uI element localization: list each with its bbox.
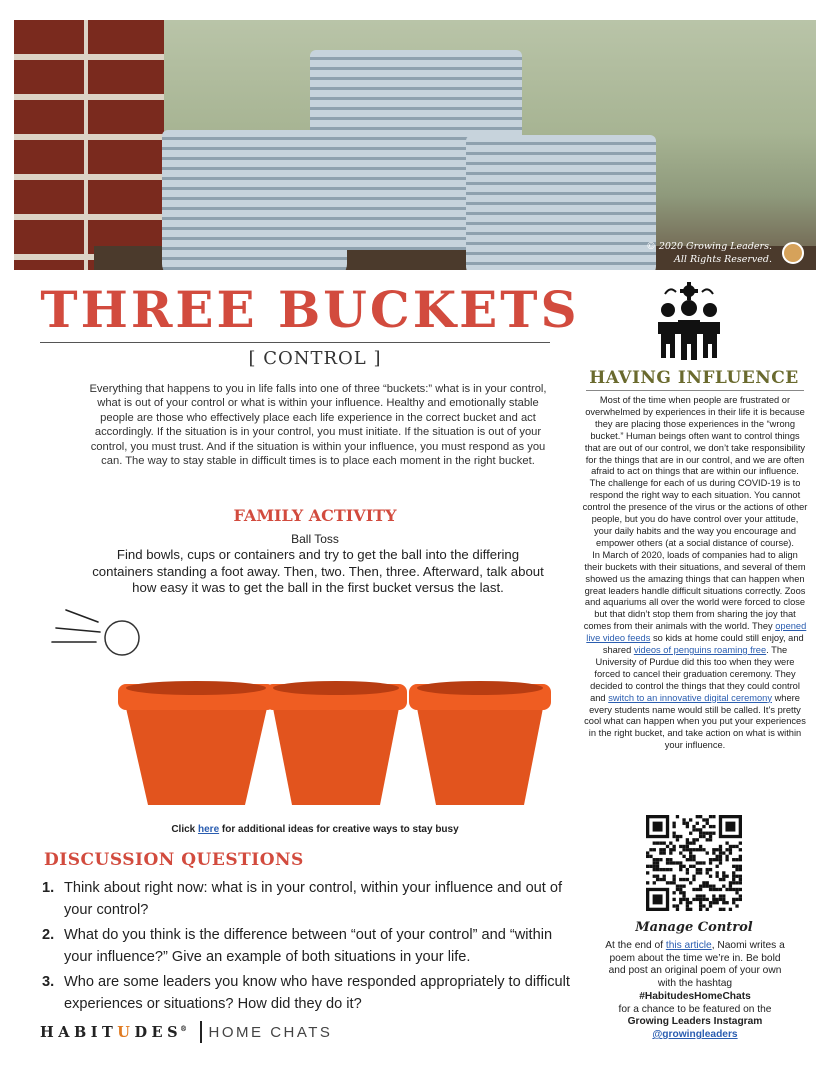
hero-photo — [14, 20, 816, 270]
having-influence-text: Most of the time when people are frustrated or overwhelmed by experiences in their life it is because they are placing those experiences in the “wrong bucket.” Human beings often want to control things that are out of our control, we don’t take responsibility for the things that are in our control, and we are often afraid to act on things that are within our influence. The challenge for each of us during COVID-19 is to respond the right way to each situation. You cannot control the presence of the virus or the actions of other people, but you do have control over your attitude, your daily habits and the way you encourage and empower others (at a social distance of course). In March of 2020, loads of companies had to align their buckets with their situations, and several of them showed us the amazing things that can happen when great leaders handle difficult situations correctly. Zoos and aquariums all over the world were forced to close but that didn’t stop them from sharing the joy that comes from their animals with the world. They opened live video feeds so kids at home could still enjoy, and shared videos of penguins roaming free. The University of Purdue did this too when they were forced to cancel their graduation ceremony. They decided to control the things that they could control and switch to an innovative digital ceremony where every students name would still be called. It’s pretty cool what can happen when you put your experiences in the right bucket, and take action on what is within your influence. — [582, 395, 808, 751]
this-article-link[interactable]: this article — [665, 940, 712, 951]
additional-ideas-line: Click here for additional ideas for creative ways to stay busy — [171, 824, 459, 835]
sidebar-divider — [586, 390, 804, 391]
digital-ceremony-link[interactable]: switch to an innovative digital ceremony — [608, 692, 772, 703]
habitudes-logo: HABITUDES® — [40, 1023, 192, 1041]
penguins-videos-link[interactable]: videos of penguins roaming free — [633, 645, 767, 656]
orange-bucket-3-icon — [409, 681, 551, 805]
growing-leaders-seal-icon — [782, 242, 804, 264]
question-item: 2. What do you think is the difference between “out of your control” and “within your influence?” Give an example of both situations in your life. — [42, 927, 553, 965]
hashtag: #HabitudesHomeChats — [639, 990, 751, 1002]
manage-control-heading: Manage Control — [635, 920, 753, 935]
question-item: 1. Think about right now: what is in your control, within your influence and out of your control? — [42, 880, 563, 918]
here-link[interactable]: here — [198, 824, 220, 835]
home-chats-label: HOME CHATS — [208, 1023, 333, 1041]
photo-copyright: © 2020 Growing Leaders. All Rights Reserved. — [646, 241, 772, 265]
metal-bucket-right — [466, 135, 656, 270]
footer-divider — [200, 1021, 202, 1043]
qr-code-icon[interactable] — [646, 815, 742, 911]
title-divider — [40, 342, 550, 343]
ball-icon — [105, 621, 139, 655]
having-influence-heading: HAVING INFLUENCE — [589, 368, 799, 388]
discussion-heading: DISCUSSION QUESTIONS — [44, 850, 304, 870]
brick-wall — [14, 20, 164, 270]
activity-text: Find bowls, cups or containers and try to get the ball into the differing containers standing a foot away. Then, two. Then, three. Afterward, talk about how easy it was to get the ball in the first bucket versus the last. — [92, 547, 544, 595]
motion-lines-icon — [52, 610, 100, 642]
intro-paragraph: Everything that happens to you in life falls into one of three “buckets:” what is in your control, what is out of your control or what is within your influence. Healthy and emotionally stable people are those who effectively place each life experience in the correct bucket and act accordingly. If the situation is in your control, you must initiate. If the situation is out of your control, you must trust. And if the situation is within your influence, you must respond as you can. The way to stay stable in difficult times is to place each moment in the right bucket. — [89, 383, 547, 468]
orange-bucket-1-icon — [118, 681, 275, 805]
page-subtitle: [ CONTROL ] — [248, 348, 382, 369]
orange-bucket-2-icon — [265, 681, 407, 805]
instagram-label: Growing Leaders Instagram — [627, 1016, 763, 1028]
footer-brand — [40, 1020, 332, 1044]
activity-title: Ball Toss — [291, 532, 339, 546]
discussion-questions — [40, 878, 580, 1019]
ball-toss-illustration — [40, 600, 580, 815]
question-item: 3. Who are some leaders you know who have responded appropriately to difficult experiences or situations? How did they do it? — [42, 974, 570, 1012]
instagram-handle-link[interactable]: @growingleaders — [652, 1028, 738, 1040]
team-influence-icon — [652, 280, 726, 360]
family-activity-heading: FAMILY ACTIVITY — [233, 506, 397, 525]
live-video-feeds-link[interactable]: opened live video feeds — [586, 621, 807, 644]
page-title: THREE BUCKETS — [40, 280, 580, 339]
manage-control-text: At the end of this article, Naomi writes a poem about the time we’re in. Be bold and post an original poem of your own with the hashtag #HabitudesHomeChats for a chance to be featured on the Growing Leaders Instagram @growingleaders — [600, 940, 790, 1042]
